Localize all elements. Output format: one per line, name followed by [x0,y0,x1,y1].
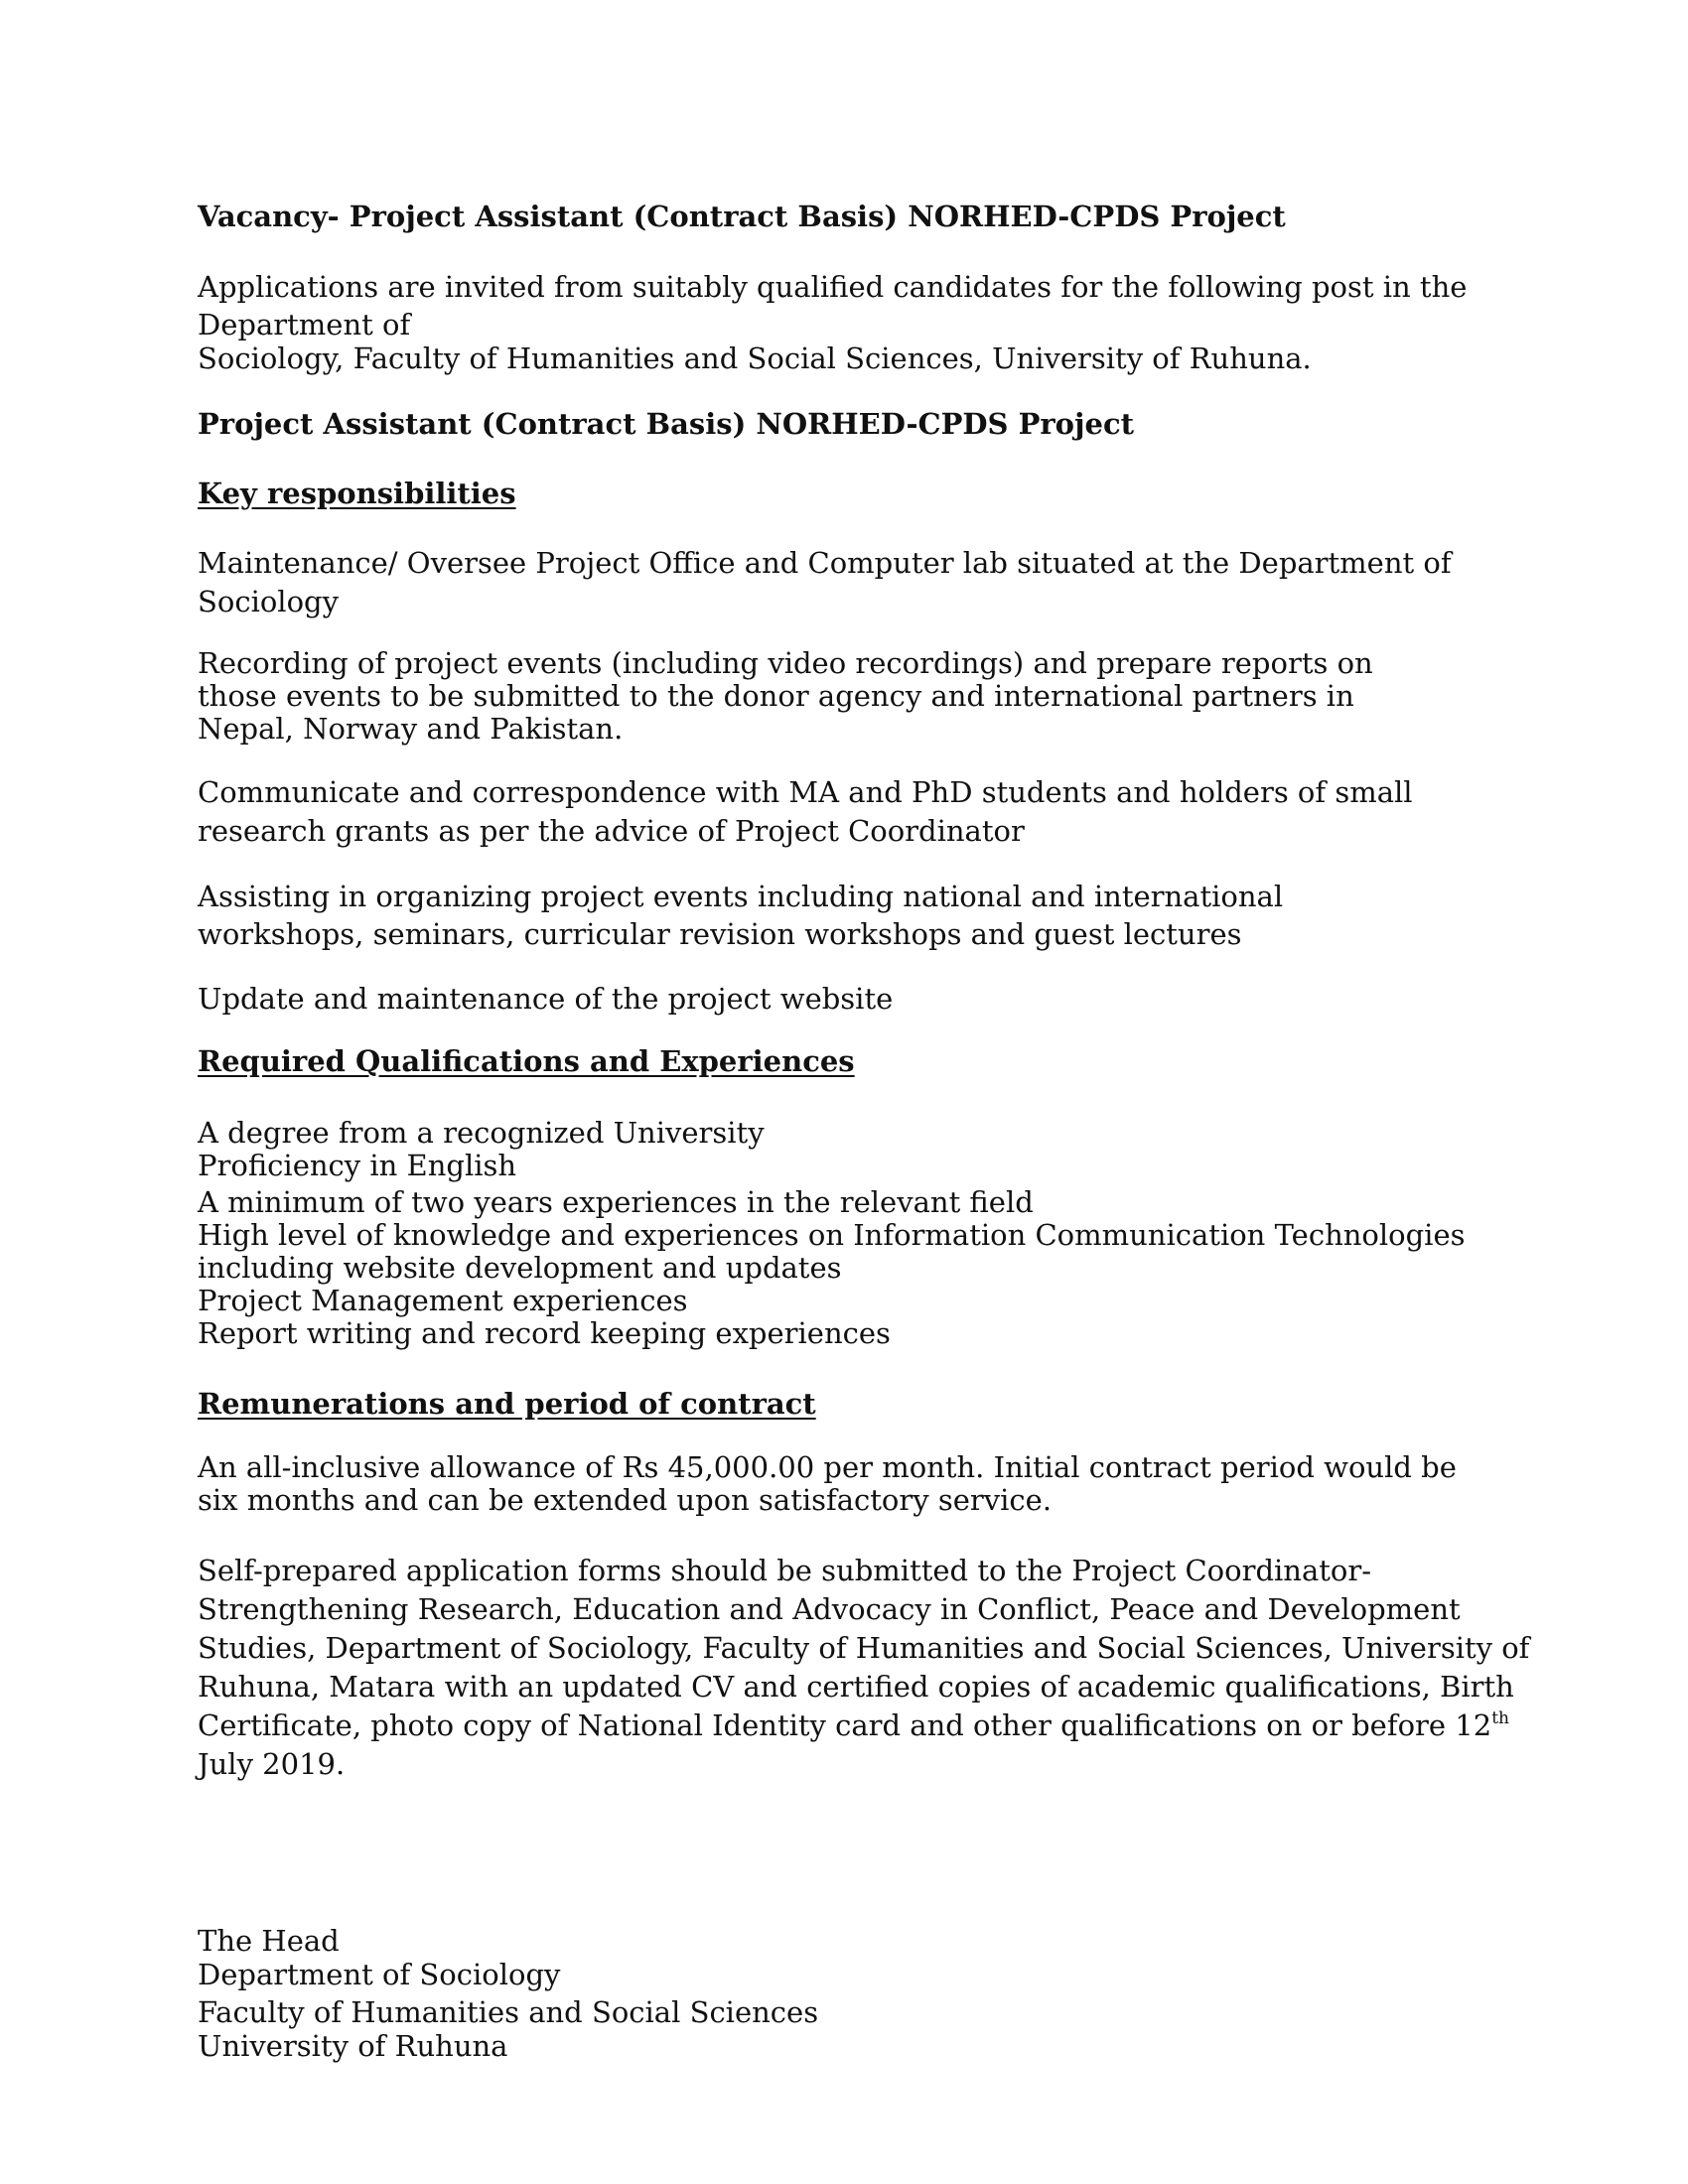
signature-line: Department of Sociology [198,1958,561,1991]
qualification-line: Proficiency in English [198,1149,517,1182]
responsibility-line: Maintenance/ Oversee Project Office and Computer lab situated at the Department of [198,546,1452,580]
qualification-line: Project Management experiences [198,1284,688,1317]
signature-line: The Head [198,1924,340,1958]
signature-line: University of Ruhuna [198,2029,508,2063]
application-line: Strengthening Research, Education and Advocacy in Conflict, Peace and Development [198,1592,1461,1626]
application-line: Self-prepared application forms should be submitted to the Project Coordinator- [198,1554,1372,1587]
qualification-line: High level of knowledge and experiences on Information Communication Technologies [198,1218,1466,1252]
responsibility-line: Sociology [198,585,339,618]
signature-line: Faculty of Humanities and Social Sciences [198,1995,819,2029]
remuneration-line: An all-inclusive allowance of Rs 45,000.00 per month. Initial contract period would be [198,1450,1457,1484]
qualification-line: A minimum of two years experiences in the relevant field [198,1185,1034,1219]
intro-line: Applications are invited from suitably qualified candidates for the following post in the [198,270,1468,304]
responsibility-line: workshops, seminars, curricular revision workshops and guest lectures [198,917,1242,951]
application-line: Ruhuna, Matara with an updated CV and certified copies of academic qualifications, Birth [198,1670,1514,1704]
responsibility-line: Update and maintenance of the project website [198,982,894,1016]
intro-line: Department of [198,308,411,341]
responsibility-line: Communicate and correspondence with MA and PhD students and holders of small [198,775,1413,809]
qualification-line: A degree from a recognized University [198,1116,765,1150]
qualification-line: including website development and updates [198,1251,842,1285]
intro-line: Sociology, Faculty of Humanities and Social Sciences, University of Ruhuna. [198,341,1312,375]
responsibility-line: Recording of project events (including video recordings) and prepare reports on [198,646,1373,680]
responsibility-line: Nepal, Norway and Pakistan. [198,712,624,746]
responsibility-line: Assisting in organizing project events including national and international [198,880,1284,913]
responsibility-line: those events to be submitted to the donor agency and international partners in [198,679,1354,713]
application-line: July 2019. [198,1747,346,1781]
application-line-text: Certificate, photo copy of National Identity card and other qualifications on or before 12 [198,1708,1492,1742]
ordinal-suffix: th [1491,1708,1509,1728]
application-line [198,1707,1509,1743]
application-line: Studies, Department of Sociology, Faculty of Humanities and Social Sciences, University of [198,1631,1530,1665]
remuneration-line: six months and can be extended upon satisfactory service. [198,1483,1053,1517]
post-title: Project Assistant (Contract Basis) NORHED-CPDS Project [198,407,1135,441]
qualification-line: Report writing and record keeping experiences [198,1316,891,1350]
section-heading-responsibilities: Key responsibilities [198,477,516,510]
section-heading-qualifications: Required Qualifications and Experiences [198,1044,855,1078]
section-heading-remuneration: Remunerations and period of contract [198,1387,816,1421]
document-title: Vacancy- Project Assistant (Contract Basis) NORHED-CPDS Project [198,200,1286,233]
responsibility-line: research grants as per the advice of Project Coordinator [198,814,1025,848]
